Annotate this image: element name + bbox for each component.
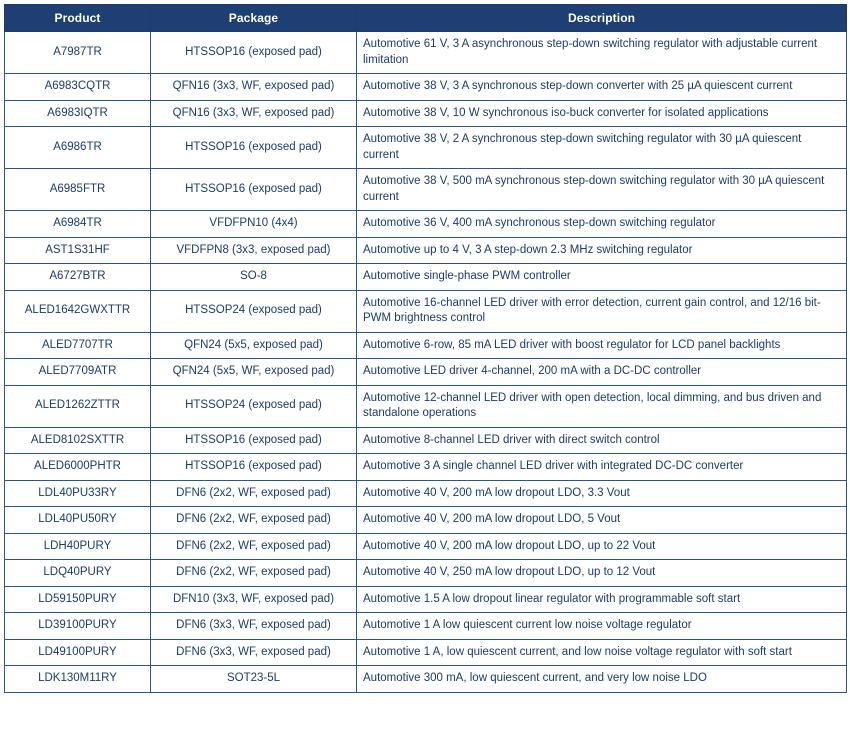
cell-description: Automotive 38 V, 2 A synchronous step-down switching regulator with 30 µA quiescent current: [357, 127, 847, 169]
cell-product: A6727BTR: [5, 264, 151, 291]
cell-package: DFN6 (3x3, WF, exposed pad): [151, 639, 357, 666]
cell-description: Automotive 38 V, 10 W synchronous iso-buck converter for isolated applications: [357, 100, 847, 127]
cell-package: HTSSOP16 (exposed pad): [151, 169, 357, 211]
table-row: [5, 613, 847, 640]
cell-package: HTSSOP16 (exposed pad): [151, 127, 357, 169]
cell-package: DFN10 (3x3, WF, exposed pad): [151, 586, 357, 613]
cell-package: QFN16 (3x3, WF, exposed pad): [151, 100, 357, 127]
cell-package: DFN6 (3x3, WF, exposed pad): [151, 613, 357, 640]
cell-product: LD49100PURY: [5, 639, 151, 666]
cell-description: Automotive 8-channel LED driver with direct switch control: [357, 427, 847, 454]
cell-product: ALED1642GWXTTR: [5, 290, 151, 332]
table-header-row: [5, 5, 847, 32]
cell-product: ALED8102SXTTR: [5, 427, 151, 454]
table-row: [5, 666, 847, 693]
cell-package: VFDFPN10 (4x4): [151, 211, 357, 238]
table-row: [5, 32, 847, 74]
table-row: [5, 127, 847, 169]
cell-description: Automotive single-phase PWM controller: [357, 264, 847, 291]
table-row: [5, 507, 847, 534]
cell-description: Automotive 3 A single channel LED driver with integrated DC-DC converter: [357, 454, 847, 481]
cell-description: Automotive 40 V, 200 mA low dropout LDO, 3.3 Vout: [357, 480, 847, 507]
product-table: [4, 4, 847, 693]
cell-package: QFN24 (5x5, WF, exposed pad): [151, 359, 357, 386]
cell-package: VFDFPN8 (3x3, exposed pad): [151, 237, 357, 264]
cell-description: Automotive 16-channel LED driver with error detection, current gain control, and 12/16 bit-PWM brightness control: [357, 290, 847, 332]
cell-product: A7987TR: [5, 32, 151, 74]
cell-product: ALED1262ZTTR: [5, 385, 151, 427]
cell-product: A6983IQTR: [5, 100, 151, 127]
table-row: [5, 533, 847, 560]
cell-description: Automotive up to 4 V, 3 A step-down 2.3 MHz switching regulator: [357, 237, 847, 264]
table-row: [5, 100, 847, 127]
cell-product: A6985FTR: [5, 169, 151, 211]
cell-product: A6983CQTR: [5, 74, 151, 101]
cell-description: Automotive 1 A, low quiescent current, and low noise voltage regulator with soft start: [357, 639, 847, 666]
cell-product: LDQ40PURY: [5, 560, 151, 587]
column-header-package: Package: [151, 5, 357, 32]
column-header-product: Product: [5, 5, 151, 32]
table-row: [5, 264, 847, 291]
cell-package: DFN6 (2x2, WF, exposed pad): [151, 560, 357, 587]
cell-product: AST1S31HF: [5, 237, 151, 264]
table-row: [5, 169, 847, 211]
cell-description: Automotive 300 mA, low quiescent current, and very low noise LDO: [357, 666, 847, 693]
cell-product: LDH40PURY: [5, 533, 151, 560]
table-body: [5, 32, 847, 693]
cell-package: HTSSOP16 (exposed pad): [151, 427, 357, 454]
cell-package: DFN6 (2x2, WF, exposed pad): [151, 533, 357, 560]
table-row: [5, 454, 847, 481]
table-row: [5, 385, 847, 427]
cell-package: DFN6 (2x2, WF, exposed pad): [151, 507, 357, 534]
table-row: [5, 560, 847, 587]
cell-product: LD39100PURY: [5, 613, 151, 640]
table-row: [5, 211, 847, 238]
cell-package: HTSSOP16 (exposed pad): [151, 32, 357, 74]
table-row: [5, 74, 847, 101]
cell-product: LD59150PURY: [5, 586, 151, 613]
table-row: [5, 359, 847, 386]
cell-description: Automotive 1.5 A low dropout linear regulator with programmable soft start: [357, 586, 847, 613]
cell-description: Automotive 1 A low quiescent current low noise voltage regulator: [357, 613, 847, 640]
table-row: [5, 480, 847, 507]
cell-product: LDL40PU33RY: [5, 480, 151, 507]
cell-package: SOT23-5L: [151, 666, 357, 693]
cell-description: Automotive 38 V, 3 A synchronous step-down converter with 25 µA quiescent current: [357, 74, 847, 101]
table-row: [5, 639, 847, 666]
cell-product: ALED6000PHTR: [5, 454, 151, 481]
cell-description: Automotive 40 V, 200 mA low dropout LDO, 5 Vout: [357, 507, 847, 534]
cell-description: Automotive 36 V, 400 mA synchronous step-down switching regulator: [357, 211, 847, 238]
cell-description: Automotive 12-channel LED driver with open detection, local dimming, and bus driven and standalone operations: [357, 385, 847, 427]
table-row: [5, 427, 847, 454]
cell-package: HTSSOP24 (exposed pad): [151, 385, 357, 427]
cell-product: A6986TR: [5, 127, 151, 169]
cell-package: HTSSOP16 (exposed pad): [151, 454, 357, 481]
table-row: [5, 290, 847, 332]
cell-package: SO-8: [151, 264, 357, 291]
cell-package: QFN24 (5x5, exposed pad): [151, 332, 357, 359]
cell-product: LDL40PU50RY: [5, 507, 151, 534]
cell-package: DFN6 (2x2, WF, exposed pad): [151, 480, 357, 507]
cell-description: Automotive 61 V, 3 A asynchronous step-down switching regulator with adjustable current limitation: [357, 32, 847, 74]
cell-package: QFN16 (3x3, WF, exposed pad): [151, 74, 357, 101]
table-row: [5, 332, 847, 359]
cell-product: A6984TR: [5, 211, 151, 238]
table-row: [5, 237, 847, 264]
cell-product: LDK130M11RY: [5, 666, 151, 693]
cell-description: Automotive 6-row, 85 mA LED driver with boost regulator for LCD panel backlights: [357, 332, 847, 359]
cell-package: HTSSOP24 (exposed pad): [151, 290, 357, 332]
cell-product: ALED7709ATR: [5, 359, 151, 386]
column-header-description: Description: [357, 5, 847, 32]
cell-description: Automotive 40 V, 200 mA low dropout LDO, up to 22 Vout: [357, 533, 847, 560]
table-header: [5, 5, 847, 32]
cell-product: ALED7707TR: [5, 332, 151, 359]
cell-description: Automotive 40 V, 250 mA low dropout LDO, up to 12 Vout: [357, 560, 847, 587]
cell-description: Automotive 38 V, 500 mA synchronous step-down switching regulator with 30 µA quiescent current: [357, 169, 847, 211]
table-row: [5, 586, 847, 613]
cell-description: Automotive LED driver 4-channel, 200 mA with a DC-DC controller: [357, 359, 847, 386]
